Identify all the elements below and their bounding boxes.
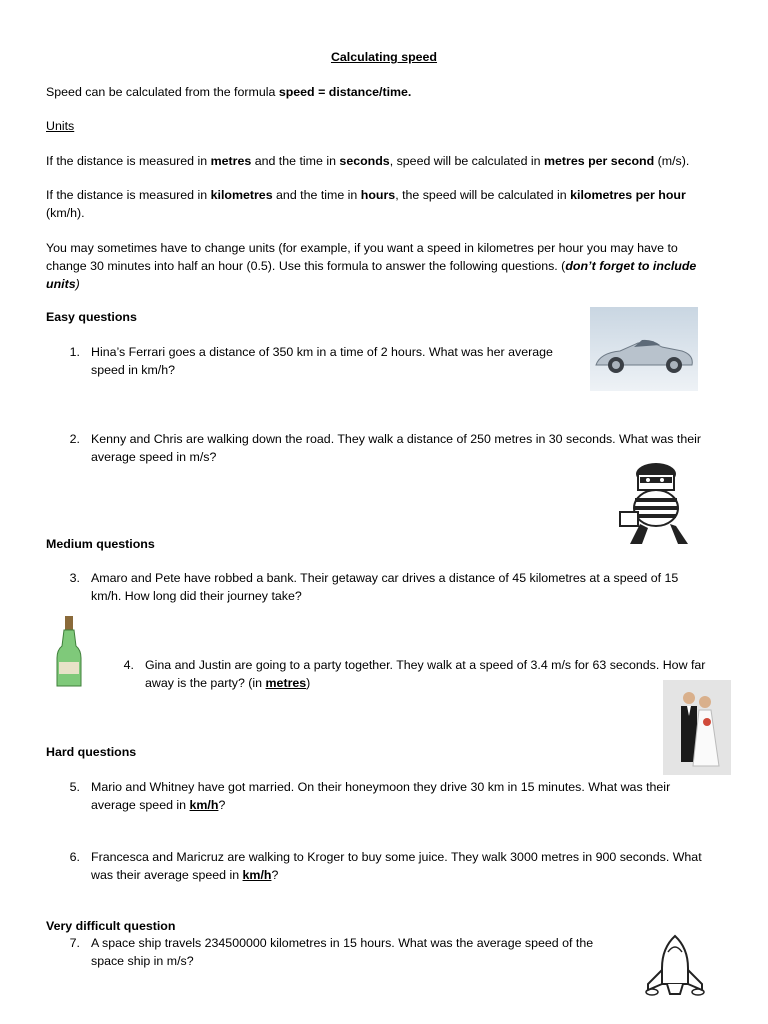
question-number: 7. [69, 936, 80, 950]
units-paragraph-3: You may sometimes have to change units (for example, if you want a speed in kilometres per hour you may have to change 30 minutes into half an hour (0.5). Use this formula to answer the following questions. (don’t forget to include units) [46, 241, 697, 291]
speed-formula: speed = distance/time. [278, 85, 412, 99]
section-heading-easy: Easy questions [46, 310, 137, 324]
question-number: 2. [69, 432, 80, 446]
intro-text: Speed can be calculated from the formula [46, 85, 279, 99]
sports-car-image [590, 307, 698, 391]
page-title: Calculating speed [330, 50, 438, 64]
wedding-couple-image [663, 680, 731, 775]
question-2: Kenny and Chris are walking down the road. They walk a distance of 250 metres in 30 seconds. What was their average speed in m/s? [91, 432, 701, 464]
question-number: 5. [69, 780, 80, 794]
units-paragraph-1: If the distance is measured in metres and the time in seconds, speed will be calculated in metres per second (m/s). [46, 154, 690, 168]
question-5: Mario and Whitney have got married. On their honeymoon they drive 30 km in 15 minutes. What was their average speed in km/h? [91, 780, 671, 812]
question-4: Gina and Justin are going to a party together. They walk at a speed of 3.4 m/s for 63 seconds. How far away is the party? (in metres) [145, 658, 706, 690]
robber-clipart [616, 460, 692, 548]
section-heading-very-difficult: Very difficult question [46, 919, 176, 933]
units-heading: Units [46, 119, 75, 133]
question-6: Francesca and Maricruz are walking to Kroger to buy some juice. They walk 3000 metres in 900 seconds. What was their average speed in km/h? [91, 850, 702, 882]
units-paragraph-2: If the distance is measured in kilometres and the time in hours, the speed will be calculated in kilometres per hour (km/h). [46, 188, 686, 220]
rocket-clipart [640, 934, 710, 998]
question-1: Hina’s Ferrari goes a distance of 350 km in a time of 2 hours. What was her average speed in km/h? [91, 345, 553, 377]
intro-paragraph [46, 83, 411, 101]
question-number: 6. [69, 850, 80, 864]
section-heading-medium: Medium questions [46, 537, 155, 551]
question-number: 1. [69, 345, 80, 359]
question-3: Amaro and Pete have robbed a bank. Their getaway car drives a distance of 45 kilometres at a speed of 15 km/h. How long did their journey take? [91, 571, 679, 603]
section-heading-hard: Hard questions [46, 745, 137, 759]
question-number: 4. [123, 658, 134, 672]
question-number: 3. [69, 571, 80, 585]
champagne-bottle-image [54, 616, 84, 688]
question-7: A space ship travels 234500000 kilometres in 15 hours. What was the average speed of the space ship in m/s? [91, 936, 594, 968]
